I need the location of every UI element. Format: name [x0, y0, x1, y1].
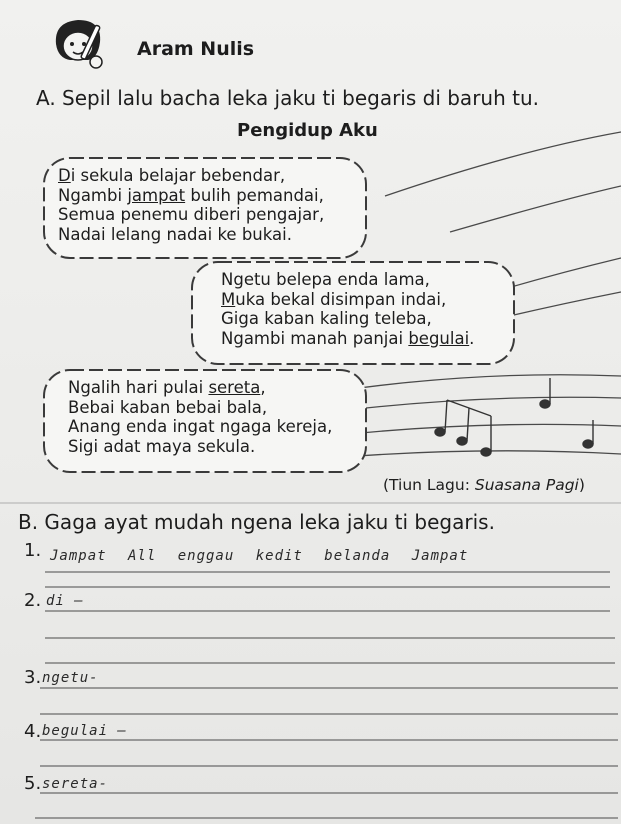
poem-line: Ngambi jampat bulih pemandai,: [58, 185, 324, 205]
source-song: Suasana Pagi: [474, 476, 579, 494]
poem-line: Ngambi manah panjai begulai.: [221, 328, 475, 348]
poem-line: Ngetu belepa enda lama,: [221, 270, 430, 289]
stanza-1: [58, 166, 324, 244]
music-note-icon: [583, 440, 593, 448]
music-note-icon: [540, 400, 550, 408]
poem-line: Bebai kaban bebai bala,: [68, 397, 268, 417]
handwritten-answer: Jampat All enggau kedit belanda Jampat: [50, 548, 469, 564]
music-note-icon: [435, 428, 445, 436]
item-number: 2.: [24, 590, 42, 611]
item-number: 4.: [24, 721, 42, 742]
poem-title: Pengidup Aku: [237, 120, 378, 141]
item-number: 5.: [24, 773, 42, 794]
handwritten-answer: di –: [46, 593, 84, 609]
poem-line: Nadai lelang nadai ke bukai.: [58, 224, 292, 244]
page-title: Aram Nulis: [137, 38, 255, 60]
section-b-instruction: B. Gaga ayat mudah ngena leka jaku ti begaris.: [18, 510, 495, 534]
source-suffix: ): [578, 476, 585, 494]
handwritten-answer: begulai –: [42, 723, 127, 739]
section-a-instruction: A. Sepil lalu bacha leka jaku ti begaris di baruh tu.: [36, 86, 539, 110]
source-prefix: (Tiun Lagu:: [383, 476, 475, 494]
item-number: 1.: [24, 540, 42, 561]
poem-line: Di sekula belajar bebendar,: [58, 166, 286, 185]
handwritten-answer: ngetu-: [42, 670, 99, 686]
music-note-icon: [457, 437, 467, 445]
item-number: 3.: [24, 667, 42, 688]
poem-line: Muka bekal disimpan indai,: [221, 289, 447, 309]
stanza-3: [68, 378, 332, 456]
stanza-2: [221, 270, 474, 348]
poem-line: Anang enda ingat ngaga kereja,: [68, 417, 333, 436]
poem-line: Giga kaban kaling teleba,: [221, 309, 432, 328]
poem-line: Ngalih hari pulai sereta,: [68, 378, 266, 397]
poem-line: Sigi adat maya sekula.: [68, 436, 256, 456]
song-source: [383, 476, 585, 494]
music-note-icon: [481, 448, 491, 456]
poem-line: Semua penemu diberi pengajar,: [58, 205, 325, 224]
handwritten-answer: sereta-: [42, 776, 109, 792]
girl-writing-icon: [48, 14, 112, 78]
